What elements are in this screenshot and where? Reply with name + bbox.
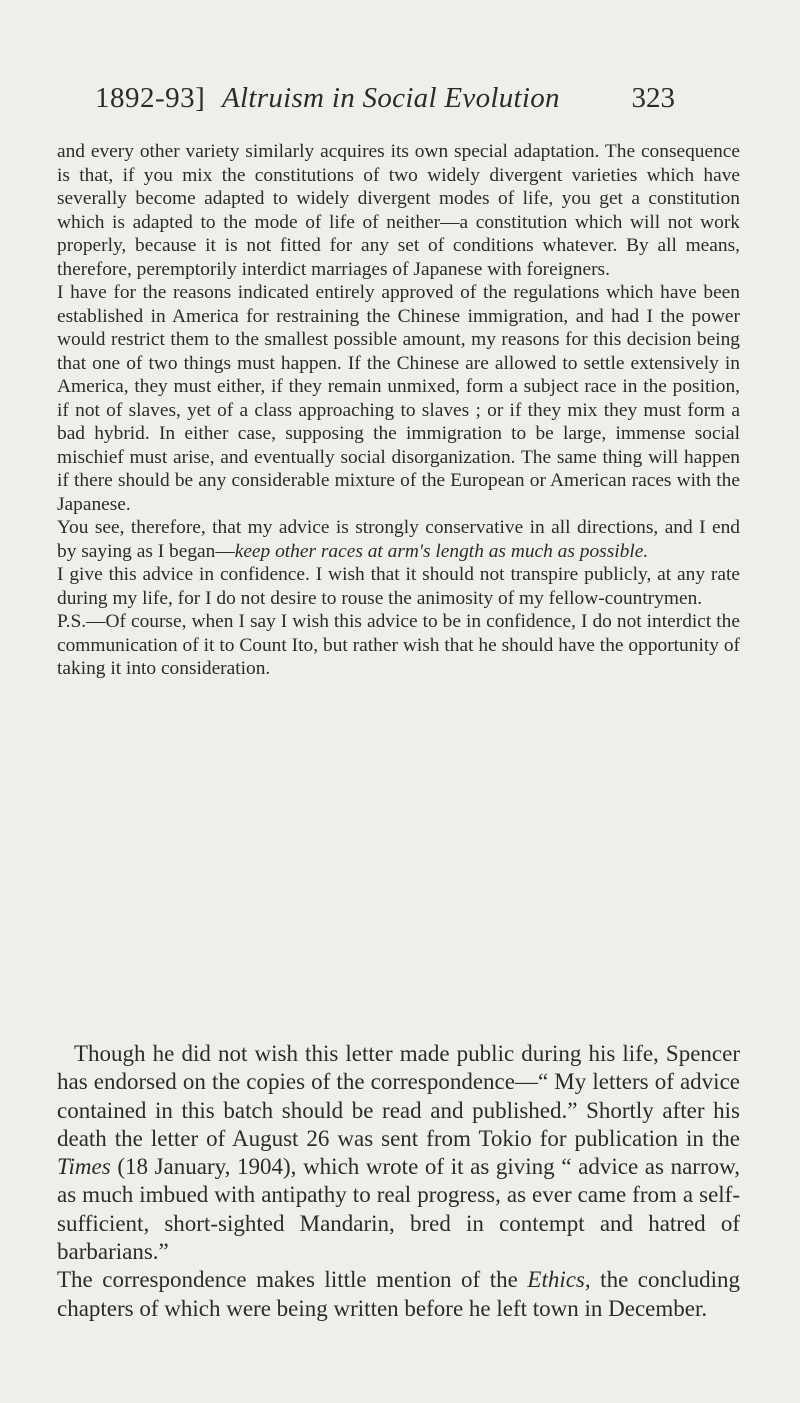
letter-paragraph: and every other variety similarly acquires its own special adaptation. The consequence is that, if you mix the constitutions of two widely divergent varieties which have severally become adapted to widely divergent modes of life, you get a constitution which is adapted to the mode of life of neither—a constitution which will not work properly, because it is not fitted for any set of conditions whatever. By all means, therefore, peremptorily interdict marriages of Japanese with foreigners. bbox=[57, 141, 740, 280]
times-title: Times bbox=[57, 1154, 111, 1180]
letter-advice-paragraph bbox=[57, 516, 740, 563]
running-head-title: Altruism in Social Evolution bbox=[222, 82, 560, 114]
letter-paragraph: I have for the reasons indicated entirely approved of the regulations which have been established in America for restraining the Chinese immigration, and had I the power would restrict them to the smallest possible amount, my reasons for this decision being that one of two things must happen. If the Chinese are allowed to settle extensively in America, they must either, if they remain unmixed, form a subject race in the position, if not of slaves, yet of a class approaching to slaves ; or if they mix they must form a bad hybrid. In either case, supposing the immigration to be large, immense social mischief must arise, and eventually social disorganization. The same thing will happen if there should be any considerable mixture of the European or American races with the Japanese. bbox=[57, 282, 740, 515]
page-number: 323 bbox=[631, 82, 675, 114]
narrative-text-segment: (18 January, 1904), which wrote of it as giving “ advice as narrow, as much imbued with antipathy to real progress, as ever came from a self-sufficient, short-sighted Mandarin, bred in contempt and hatred of barbarians.” bbox=[57, 1154, 740, 1265]
narrative-paragraph bbox=[57, 1266, 740, 1323]
narrative-text-segment: Though he did not wish this letter made public during his life, Spencer has endorsed on the copies of the correspondence—“ My letters of advice contained in this batch should be read and published.” Shortly after his death the letter of August 26 was sent from Tokio for publication in the bbox=[57, 1041, 740, 1151]
running-head bbox=[95, 82, 695, 122]
running-head-years: 1892-93] bbox=[95, 82, 206, 114]
letter-excerpt bbox=[57, 140, 740, 681]
letter-advice-italic: keep other races at arm's length as much as possible. bbox=[234, 540, 649, 562]
letter-confidence-paragraph: I give this advice in confidence. I wish that it should not transpire publicly, at any rate during my life, for I do not desire to rouse the animosity of my fellow-countrymen. bbox=[57, 564, 740, 609]
narrative-text-segment: The correspondence makes little mention of the bbox=[57, 1267, 528, 1293]
narrative-paragraph bbox=[57, 1040, 740, 1266]
narrative-text bbox=[57, 1040, 740, 1323]
ethics-title: Ethics, bbox=[527, 1267, 591, 1293]
narrative-text-segment: the concluding chapters of which were being written before he left town in December. bbox=[57, 1267, 741, 1321]
letter-postscript: P.S.—Of course, when I say I wish this advice to be in confidence, I do not interdict the communication of it to Count Ito, but rather wish that he should have the opportunity of taking it into consideration. bbox=[57, 611, 740, 679]
letter-advice-text: You see, therefore, that my advice is strongly conservative in all directions, and I end by saying as I began— bbox=[57, 517, 740, 562]
